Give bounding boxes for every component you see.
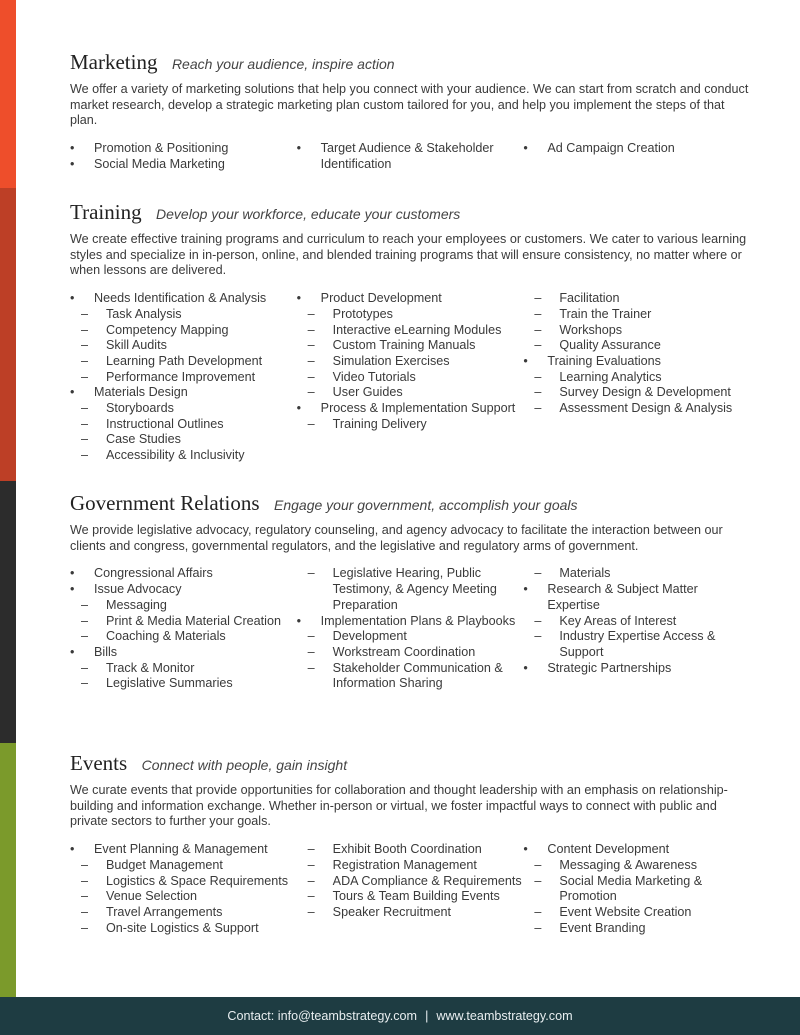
list-item: • Product Development [297, 291, 524, 307]
service-list [297, 566, 524, 692]
list-item: • Implementation Plans & Playbooks [297, 614, 524, 630]
sub-list-item: – Messaging & Awareness [523, 858, 750, 874]
sub-list-item: – Travel Arrangements [70, 905, 297, 921]
sub-list-item: – Custom Training Manuals [297, 338, 524, 354]
sub-list-item: – Legislative Hearing, Public Testimony, & Agency Meeting Preparation [297, 566, 524, 613]
sub-list-item: – Messaging [70, 598, 297, 614]
service-columns [70, 141, 750, 172]
section-intro: We curate events that provide opportunities for collaboration and thought leadership with an emphasis on relationship-building and information exchange. Whether in-person or virtual, we foster impactful ways to connect with public and private sectors to further your goals. [70, 783, 728, 829]
list-item: • Materials Design [70, 385, 297, 401]
sub-list-item: – Task Analysis [70, 307, 297, 323]
events-section [70, 751, 750, 936]
service-list [70, 842, 297, 936]
sub-list-item: – Survey Design & Development [523, 385, 750, 401]
sub-list-item: – Performance Improvement [70, 370, 297, 386]
section-tagline: Connect with people, gain insight [141, 757, 348, 773]
service-column [70, 842, 297, 936]
list-item: • Training Evaluations [523, 354, 750, 370]
sub-list-item: – Accessibility & Inclusivity [70, 448, 297, 464]
contact-email-link[interactable]: Contact: info@teambstrategy.com [227, 1009, 418, 1023]
sub-list-item: – Legislative Summaries [70, 676, 297, 692]
events-accent-bar [0, 743, 16, 997]
sub-list-item: – Competency Mapping [70, 323, 297, 339]
sub-list-item: – Train the Trainer [523, 307, 750, 323]
section-tagline: Engage your government, accomplish your goals [274, 497, 578, 513]
service-list [70, 566, 297, 692]
section-tagline: Develop your workforce, educate your customers [156, 206, 461, 222]
sub-list-item: – Workstream Coordination [297, 645, 524, 661]
service-column [297, 842, 524, 936]
sub-list-item: – Facilitation [523, 291, 750, 307]
service-list [523, 566, 750, 676]
list-item: • Strategic Partnerships [523, 661, 750, 677]
section-title: Government Relations [70, 491, 260, 515]
section-intro: We offer a variety of marketing solutions that help you connect with your audience. We can start from scratch and conduct market research, develop a strategic marketing plan custom tailored for you, and help you implement the steps of that plan. [70, 82, 749, 128]
section-tagline: Reach your audience, inspire action [171, 56, 395, 72]
sub-list-item: – ADA Compliance & Requirements [297, 874, 524, 890]
training-section [70, 200, 750, 464]
section-title: Events [70, 751, 128, 775]
service-column [297, 141, 524, 172]
service-column [297, 291, 524, 464]
service-list [297, 141, 524, 172]
sub-list-item: – Prototypes [297, 307, 524, 323]
sub-list-item: – Logistics & Space Requirements [70, 874, 297, 890]
sub-list-item: – Track & Monitor [70, 661, 297, 677]
website-link[interactable]: www.teambstrategy.com [436, 1009, 573, 1023]
sub-list-item: – Instructional Outlines [70, 417, 297, 433]
sub-list-item: – Stakeholder Communication & Information Sharing [297, 661, 524, 692]
list-item: • Research & Subject Matter Expertise [523, 582, 750, 613]
section-title: Training [70, 200, 142, 224]
sub-list-item: – Exhibit Booth Coordination [297, 842, 524, 858]
government-relations-section [70, 491, 750, 692]
section-intro: We provide legislative advocacy, regulatory counseling, and agency advocacy to facilitate the interaction between our clients and congress, governmental regulators, and the legislative and regulatory arms of government. [70, 523, 723, 553]
training-accent-bar [0, 188, 16, 481]
list-item: • Issue Advocacy [70, 582, 297, 598]
sub-list-item: – Event Website Creation [523, 905, 750, 921]
sub-list-item: – Venue Selection [70, 889, 297, 905]
sub-list-item: – Registration Management [297, 858, 524, 874]
marketing-section [70, 50, 750, 173]
service-column [70, 566, 297, 692]
service-list [297, 291, 524, 432]
section-heading [70, 200, 750, 225]
sub-list-item: – User Guides [297, 385, 524, 401]
sub-list-item: – Development [297, 629, 524, 645]
sub-list-item: – Budget Management [70, 858, 297, 874]
list-item: • Event Planning & Management [70, 842, 297, 858]
service-columns [70, 291, 750, 464]
service-columns [70, 842, 750, 936]
service-column [523, 566, 750, 692]
sub-list-item: – Event Branding [523, 921, 750, 937]
government-accent-bar [0, 481, 16, 743]
sub-list-item: – Tours & Team Building Events [297, 889, 524, 905]
sub-list-item: – Learning Analytics [523, 370, 750, 386]
section-heading [70, 751, 750, 776]
sub-list-item: – Speaker Recruitment [297, 905, 524, 921]
list-item: • Congressional Affairs [70, 566, 297, 582]
service-column [297, 566, 524, 692]
sub-list-item: – On-site Logistics & Support [70, 921, 297, 937]
sub-list-item: – Learning Path Development [70, 354, 297, 370]
sub-list-item: – Print & Media Material Creation [70, 614, 297, 630]
contact-footer [0, 997, 800, 1035]
section-heading [70, 50, 750, 75]
service-list [523, 842, 750, 936]
service-list [523, 291, 750, 417]
list-item: • Ad Campaign Creation [523, 141, 750, 157]
sub-list-item: – Assessment Design & Analysis [523, 401, 750, 417]
service-column [523, 141, 750, 172]
service-list [297, 842, 524, 921]
list-item: • Content Development [523, 842, 750, 858]
sub-list-item: – Coaching & Materials [70, 629, 297, 645]
section-intro: We create effective training programs and curriculum to reach your employees or customers. We cater to various learning styles and specialize in in-person, online, and blended training programs that will ensure consistency, no matter where or when lessons are delivered. [70, 232, 747, 278]
list-item: • Target Audience & Stakeholder Identification [297, 141, 524, 172]
sub-list-item: – Materials [523, 566, 750, 582]
list-item: • Bills [70, 645, 297, 661]
list-item: • Social Media Marketing [70, 157, 297, 173]
sub-list-item: – Quality Assurance [523, 338, 750, 354]
sub-list-item: – Social Media Marketing & Promotion [523, 874, 750, 905]
sub-list-item: – Key Areas of Interest [523, 614, 750, 630]
service-column [70, 141, 297, 172]
list-item: • Needs Identification & Analysis [70, 291, 297, 307]
service-list [523, 141, 750, 157]
section-title: Marketing [70, 50, 158, 74]
sub-list-item: – Interactive eLearning Modules [297, 323, 524, 339]
sub-list-item: – Case Studies [70, 432, 297, 448]
sub-list-item: – Training Delivery [297, 417, 524, 433]
service-list [70, 141, 297, 172]
sub-list-item: – Storyboards [70, 401, 297, 417]
service-column [70, 291, 297, 464]
service-column [523, 842, 750, 936]
sub-list-item: – Workshops [523, 323, 750, 339]
list-item: • Process & Implementation Support [297, 401, 524, 417]
footer-separator: | [425, 1009, 429, 1023]
sub-list-item: – Industry Expertise Access & Support [523, 629, 750, 660]
sub-list-item: – Skill Audits [70, 338, 297, 354]
sub-list-item: – Video Tutorials [297, 370, 524, 386]
section-heading [70, 491, 750, 516]
list-item: • Promotion & Positioning [70, 141, 297, 157]
sub-list-item: – Simulation Exercises [297, 354, 524, 370]
service-column [523, 291, 750, 464]
service-list [70, 291, 297, 464]
service-columns [70, 566, 750, 692]
marketing-accent-bar [0, 0, 16, 188]
